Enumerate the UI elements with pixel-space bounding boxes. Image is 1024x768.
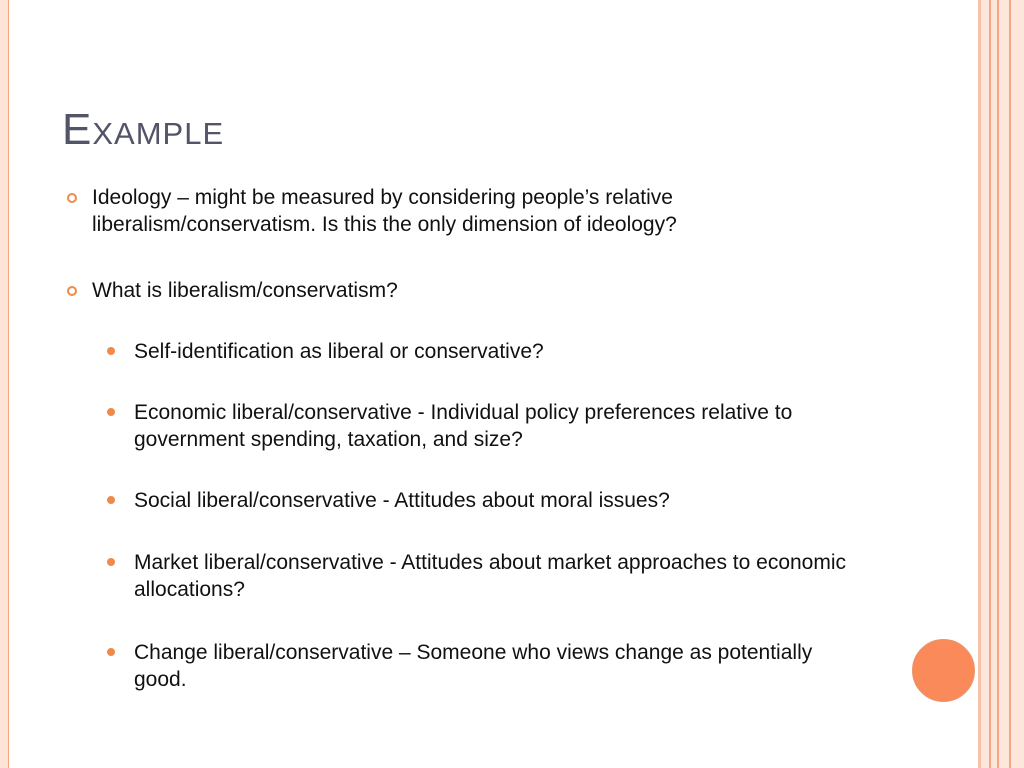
sub-bullet-text: Economic liberal/conservative - Individual policy preferences relative to government spending, taxation, and size? [134,401,793,451]
sub-bullet-item [134,487,864,514]
hollow-bullet-icon [67,286,77,296]
sub-bullet-item [134,399,864,453]
filled-bullet-icon [107,408,115,416]
filled-bullet-icon [107,648,115,656]
sub-bullet-text: Social liberal/conservative - Attitudes about moral issues? [134,489,670,512]
decorative-circle [912,639,975,702]
bullet-text: Ideology – might be measured by considering people’s relative liberalism/conservatism. Is this the only dimension of ideology? [92,186,677,236]
bullet-text: What is liberalism/conservatism? [92,279,398,302]
filled-bullet-icon [107,496,115,504]
bullet-item [92,184,852,238]
right-border-decoration [978,0,1024,768]
sub-bullet-text: Change liberal/conservative – Someone who views change as potentially good. [134,641,813,691]
sub-bullet-item [134,549,864,603]
sub-bullet-text: Self-identification as liberal or conservative? [134,340,544,363]
filled-bullet-icon [107,558,115,566]
filled-bullet-icon [107,347,115,355]
left-border-decoration [0,0,9,768]
slide-title: Example [62,105,225,154]
sub-bullet-item [134,338,864,365]
bullet-item [92,277,852,304]
hollow-bullet-icon [67,193,77,203]
sub-bullet-text: Market liberal/conservative - Attitudes about market approaches to economic allocations? [134,551,847,601]
sub-bullet-item [134,639,864,693]
